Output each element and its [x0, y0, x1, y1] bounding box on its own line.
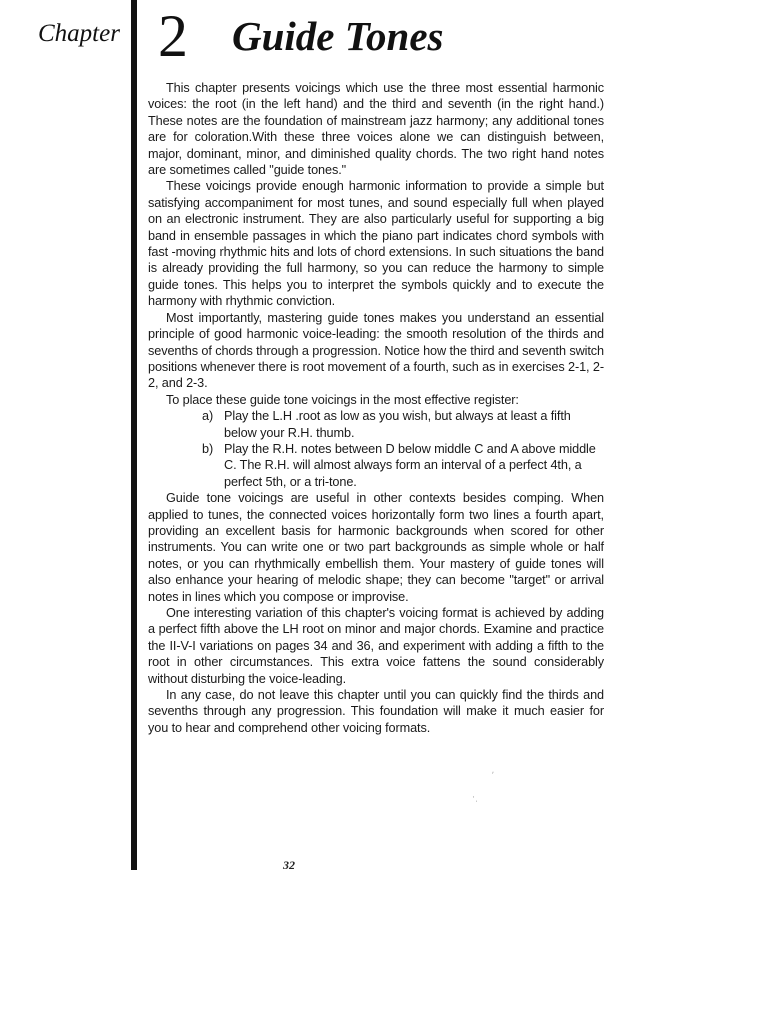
paragraph-register-intro: To place these guide tone voicings in the most effective register: — [166, 392, 519, 407]
page-number: 32 — [283, 858, 295, 872]
list-item — [202, 441, 604, 490]
list-item-text: Play the L.H .root as low as you wish, but always at least a fifth below your R.H. thumb. — [224, 409, 571, 440]
paragraph-intro: This chapter presents voicings which use the three most essential harmonic voices: the root (in the left hand) and the third and seventh (in the right hand.) These notes are the foundation of mainstream jazz harmony; any additional tones are for coloration.With these three voices alone we can distinguish between, major, dominant, minor, and diminished quality chords. The two right hand notes are sometimes called "guide tones." — [148, 81, 604, 178]
scan-speck: ʹ — [492, 770, 494, 780]
paragraph-variation: One interesting variation of this chapter's voicing format is achieved by adding a perfect fifth above the LH root on minor and major chords. Examine and practice the II-V-I variations on pages 34 and 36, and experiment with adding a fifth to the root in other circumstances. This extra voice fattens the sound considerably without disturbing the voice-leading. — [148, 606, 604, 686]
paragraph-conclusion: In any case, do not leave this chapter until you can quickly find the thirds and sevenths through any progression. This foundation will make it much easier for you to hear and comprehend other voicing formats. — [148, 688, 604, 735]
list-item — [202, 408, 604, 441]
paragraph-contexts: Guide tone voicings are useful in other contexts besides comping. When applied to tunes, the connected voices horizontally form two lines a fourth apart, providing an excellent basis for harmonic backgrounds when scored for other instruments. You can write one or two part backgrounds as simple whole or half notes, or you can rhythmically embellish them. Your mastery of guide tones will also enhance your hearing of melodic shape; they can become "target" or arrival notes in lines which you compose or improvise. — [148, 491, 604, 604]
register-list — [148, 408, 604, 490]
vertical-rule — [131, 0, 137, 870]
scan-speck: ·ˌ — [472, 792, 478, 802]
paragraph-voice-leading: Most importantly, mastering guide tones makes you understand an essential principle of good harmonic voice-leading: the smooth resolution of the thirds and sevenths of chords through a progression. Notice how the third and seventh switch positions whenever there is root movement of a fourth, such as in exercises 2-1, 2-2, and 2-3. — [148, 310, 604, 391]
chapter-label: Chapter — [38, 20, 120, 47]
paragraph-accompaniment: These voicings provide enough harmonic information to provide a simple but satisfying accompaniment for most tunes, and sound especially full when played on an electronic instrument. They are also particularly useful for supporting a big band in ensemble passages in which the piano part indicates chord symbols with fast -moving rhythmic hits and lots of chord extensions. In such situations the band is already providing the full harmony, so you can reduce the harmony to simple guide tones. This helps you to interpret the symbols quickly and to execute the harmony with rhythmic conviction. — [148, 179, 604, 309]
list-item-marker: a) — [202, 409, 214, 424]
list-item-text: Play the R.H. notes between D below middle C and A above middle C. The R.H. will almost always form an interval of a perfect 4th, a perfect 5th, or a tri-tone. — [224, 441, 596, 489]
list-item-marker: b) — [202, 441, 214, 456]
chapter-number: 2 — [158, 3, 188, 69]
chapter-title: Guide Tones — [232, 13, 444, 59]
chapter-body — [148, 80, 604, 736]
